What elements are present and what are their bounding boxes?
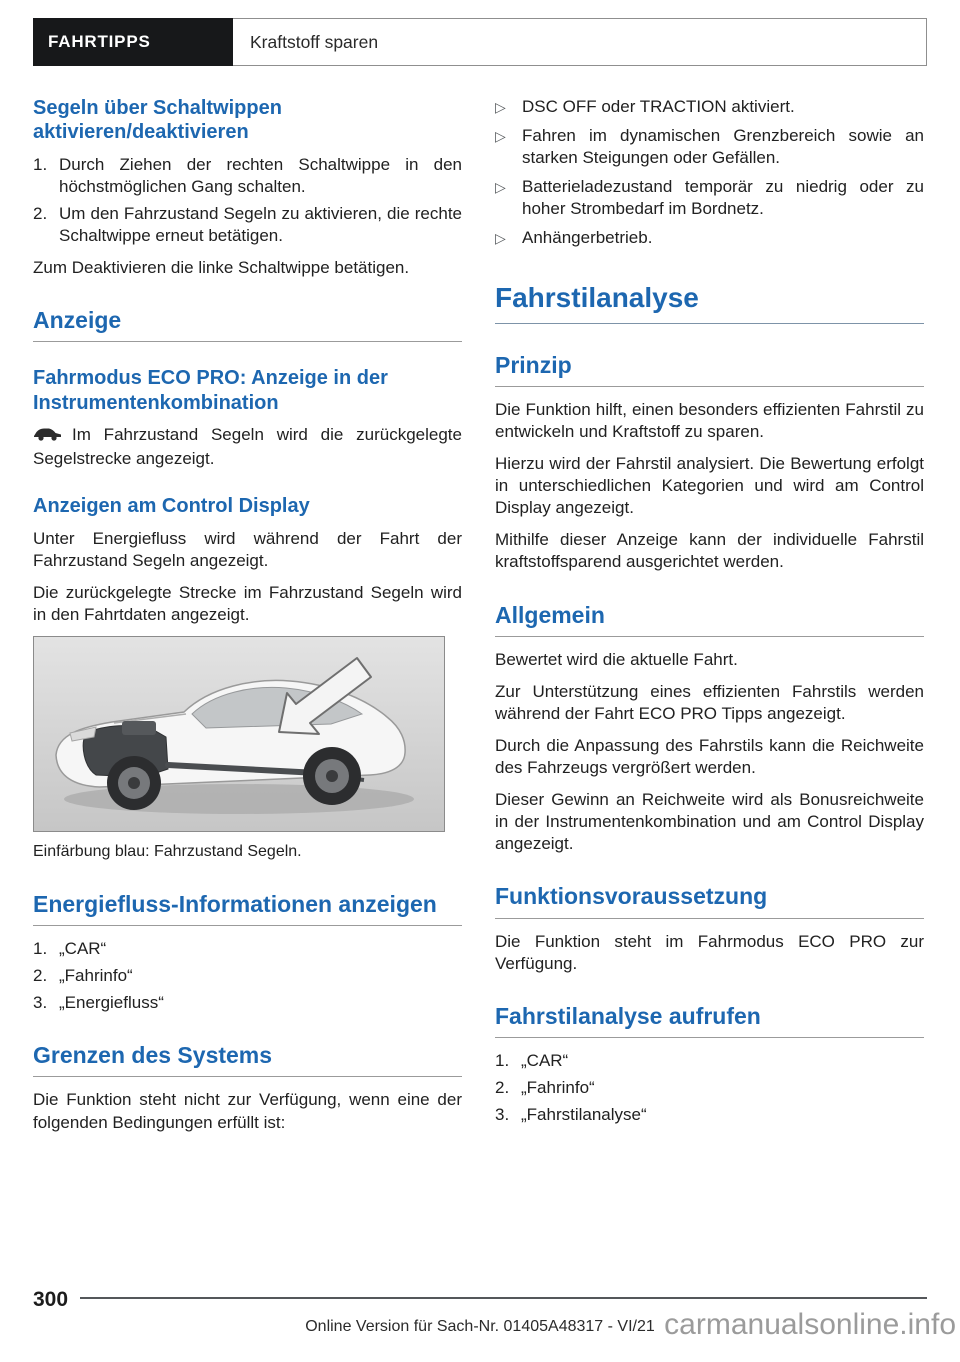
paragraph-prinzip-2: Hierzu wird der Fahrstil analysiert. Die Bewertung erfolgt in unterschiedlichen Kategorien und wird am Control Display angezeigt. — [495, 454, 924, 518]
segeln-illustration — [33, 636, 445, 832]
list-item — [495, 1104, 924, 1126]
bullet-text: DSC OFF oder TRACTION aktiviert. — [522, 97, 795, 116]
chapter-tab-label: FAHRTIPPS — [48, 32, 151, 51]
triangle-bullet-icon: ▷ — [495, 128, 506, 145]
paragraph-allgemein-2: Zur Unterstützung eines effizienten Fahrstils werden während der Fahrt ECO PRO Tipps angezeigt. — [495, 681, 924, 723]
list-item — [33, 203, 462, 247]
step-text: „CAR“ — [59, 939, 107, 959]
step-number: 2. — [33, 966, 48, 986]
list-item — [33, 154, 462, 198]
heading-control-display: Anzeigen am Control Display — [33, 495, 310, 518]
step-text: „Fahrstilanalyse“ — [521, 1105, 647, 1125]
paragraph-fahrmodus — [33, 424, 462, 470]
section-title: Kraftstoff sparen — [250, 31, 379, 52]
step-text: „Fahrinfo“ — [59, 966, 133, 986]
paragraph-text: Im Fahrzustand Segeln wird die zurückgelegte Segelstrecke angezeigt. — [33, 425, 462, 469]
step-number: 2. — [33, 203, 48, 223]
step-number: 3. — [495, 1105, 510, 1125]
content-columns — [33, 96, 924, 1144]
step-text: „CAR“ — [521, 1050, 569, 1070]
step-number: 1. — [33, 939, 48, 959]
coasting-car-icon — [33, 425, 63, 448]
heading-anzeige: Anzeige — [33, 307, 462, 342]
heading-funktionsvoraussetzung: Funktionsvoraussetzung — [495, 883, 924, 918]
list-item — [33, 938, 462, 960]
heading-fahrstilanalyse-aufrufen: Fahrstilanalyse aufrufen — [495, 1003, 924, 1038]
page-number: 300 — [33, 1288, 69, 1311]
step-number: 3. — [33, 993, 48, 1013]
aufrufen-steps-list — [495, 1050, 924, 1126]
section-title-box — [233, 18, 927, 66]
heading-fahrstilanalyse: Fahrstilanalyse — [495, 282, 924, 324]
list-item — [495, 1050, 924, 1072]
step-number: 1. — [33, 154, 48, 174]
list-item — [495, 176, 924, 220]
paragraph-voraussetzung: Die Funktion steht im Fahrmodus ECO PRO zur Verfügung. — [495, 931, 924, 973]
list-item — [495, 125, 924, 169]
car-drivetrain-image — [34, 637, 444, 831]
list-item — [495, 1077, 924, 1099]
step-number: 1. — [495, 1050, 510, 1070]
list-item — [495, 227, 924, 249]
bullet-text: Anhängerbetrieb. — [522, 228, 653, 248]
heading-grenzen: Grenzen des Systems — [33, 1042, 462, 1077]
heading-segeln-schaltwippen: Segeln über Schaltwippen aktivieren/deaktivieren — [33, 97, 282, 144]
step-text: Durch Ziehen der rechten Schaltwippe in den höchstmöglichen Gang schalten. — [59, 154, 462, 196]
paragraph-prinzip-1: Die Funktion hilft, einen besonders effizienten Fahrstil zu entwickeln und Kraftstoff zu sparen. — [495, 399, 924, 441]
paragraph-control-1: Unter Energiefluss wird während der Fahrt der Fahrzustand Segeln angezeigt. — [33, 528, 462, 570]
left-column — [33, 96, 462, 1144]
step-text: „Energiefluss“ — [59, 993, 164, 1013]
paragraph-allgemein-4: Dieser Gewinn an Reichweite wird als Bonusreichweite in der Instrumentenkombination und am Control Display angezeigt. — [495, 790, 924, 854]
list-item — [33, 965, 462, 987]
triangle-bullet-icon: ▷ — [495, 230, 506, 247]
bullet-text: Batterieladezustand temporär zu niedrig oder zu hoher Strombedarf im Bordnetz. — [522, 177, 924, 219]
image-caption: Einfärbung blau: Fahrzustand Segeln. — [33, 843, 302, 861]
heading-energiefluss: Energiefluss-Informationen anzeigen — [33, 891, 462, 926]
step-text: Um den Fahrzustand Segeln zu aktivieren, die rechte Schaltwippe erneut betätigen. — [59, 203, 462, 246]
paragraph-control-2: Die zurückgelegte Strecke im Fahrzustand Segeln wird in den Fahrtdaten angezeigt. — [33, 582, 462, 625]
list-item — [495, 96, 924, 118]
triangle-bullet-icon: ▷ — [495, 179, 506, 196]
segeln-steps-list — [33, 154, 462, 247]
paragraph-segeln-deactivate: Zum Deaktivieren die linke Schaltwippe betätigen. — [33, 258, 410, 278]
triangle-bullet-icon: ▷ — [495, 99, 506, 115]
version-text: Online Version für Sach-Nr. 01405A48317 - VI/21 — [305, 1318, 655, 1335]
energiefluss-steps-list — [33, 938, 462, 1014]
watermark: carmanualsonline.info — [664, 1308, 956, 1341]
grenzen-conditions-list — [495, 96, 924, 250]
chapter-tab — [33, 18, 233, 66]
heading-allgemein: Allgemein — [495, 602, 924, 637]
paragraph-allgemein-1: Bewertet wird die aktuelle Fahrt. — [495, 649, 738, 669]
right-column — [495, 96, 924, 1144]
footer-rule — [80, 1297, 927, 1299]
list-item — [33, 992, 462, 1014]
heading-fahrmodus-eco-pro: Fahrmodus ECO PRO: Anzeige in der Instrumentenkombination — [33, 367, 388, 414]
paragraph-prinzip-3: Mithilfe dieser Anzeige kann der individuelle Fahrstil kraftstoffsparend ausgerichtet werden. — [495, 530, 924, 572]
step-number: 2. — [495, 1077, 510, 1097]
heading-prinzip: Prinzip — [495, 352, 924, 387]
bullet-text: Fahren im dynamischen Grenzbereich sowie an starken Steigungen oder Gefällen. — [522, 126, 924, 168]
paragraph-grenzen-intro: Die Funktion steht nicht zur Verfügung, wenn eine der folgenden Bedingungen erfüllt ist: — [33, 1090, 462, 1132]
paragraph-allgemein-3: Durch die Anpassung des Fahrstils kann die Reichweite des Fahrzeugs vergrößert werden. — [495, 735, 924, 778]
step-text: „Fahrinfo“ — [521, 1077, 595, 1097]
page-header — [33, 18, 927, 66]
